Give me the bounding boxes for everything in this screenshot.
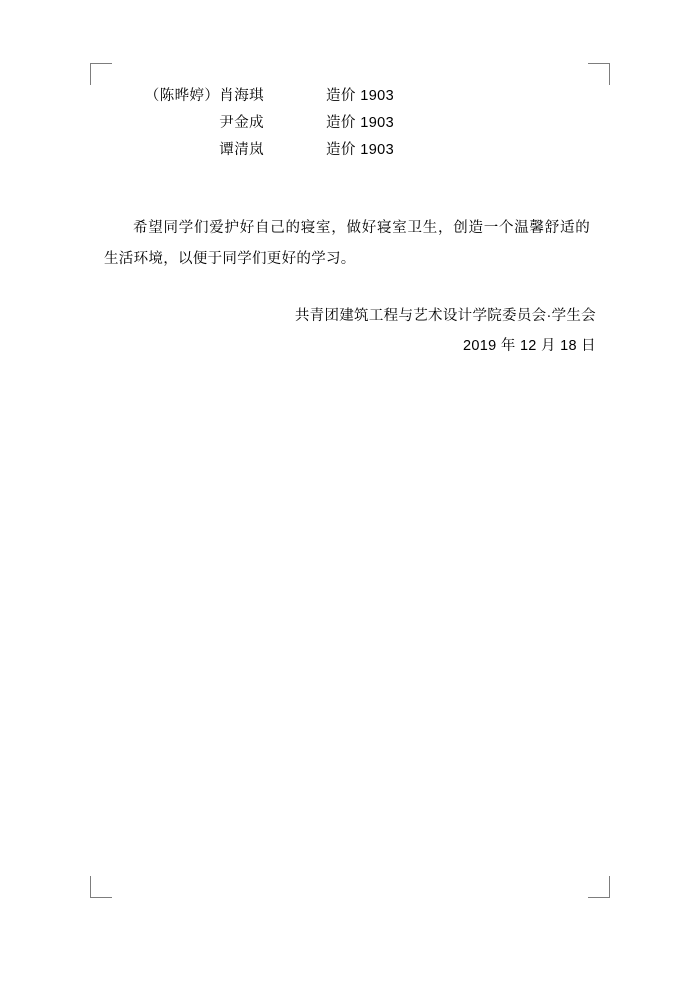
crop-mark-bottom-left <box>90 876 112 898</box>
signature-date: 2019 年 12 月 18 日 <box>463 338 596 354</box>
document-content <box>104 84 600 361</box>
roster-row <box>104 84 600 111</box>
paragraph-spacer <box>104 165 600 213</box>
roster-major: 造价 1903 <box>326 88 395 104</box>
closing-paragraph: 希望同学们爱护好自己的寝室，做好寝室卫生，创造一个温馨舒适的生活环境，以便于同学们更好的学习。 <box>104 220 590 267</box>
roster-major: 造价 1903 <box>326 142 395 158</box>
signature-organization: 共青团建筑工程与艺术设计学院委员会·学生会 <box>294 308 596 324</box>
crop-mark-bottom-right <box>588 876 610 898</box>
roster-name: 谭清岚 <box>219 142 264 158</box>
crop-mark-top-right <box>588 63 610 85</box>
roster-row <box>104 111 600 138</box>
crop-mark-top-left <box>90 63 112 85</box>
roster-name: 尹金成 <box>219 115 264 131</box>
roster-row <box>104 138 600 165</box>
roster-name: （陈晔婷）肖海琪 <box>144 88 264 104</box>
roster-list <box>104 84 600 165</box>
signature-spacer <box>104 275 600 301</box>
roster-major: 造价 1903 <box>326 115 395 131</box>
